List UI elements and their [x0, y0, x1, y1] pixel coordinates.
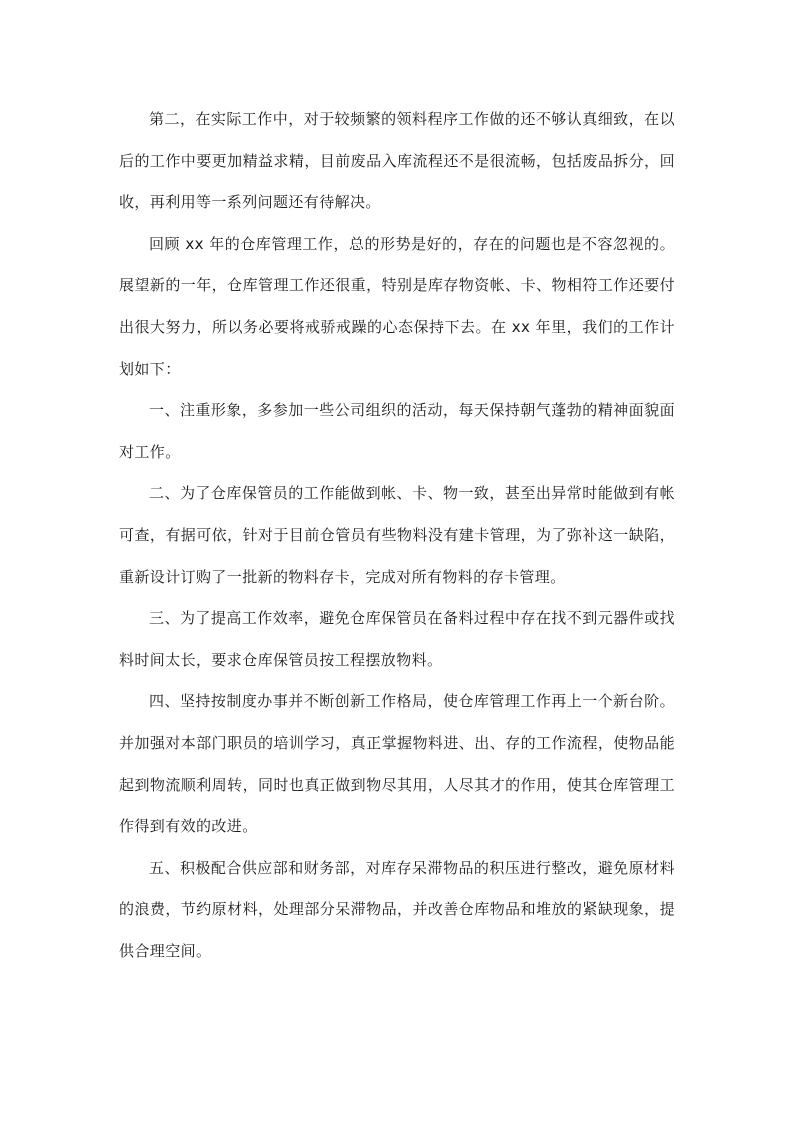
paragraph-plan-4: 四、坚持按制度办事并不断创新工作格局，使仓库管理工作再上一个新台阶。并加强对本部门职员的培训学习，真正掌握物料进、出、存的工作流程，使物品能起到物流顺利周转，同时也真正做到物尽其用，人尽其才的作用，使其仓库管理工作得到有效的改进。 [119, 692, 675, 836]
paragraph-plan-1: 一、注重形象，多参加一些公司组织的活动，每天保持朝气蓬勃的精神面貌面对工作。 [119, 401, 675, 461]
paragraph-plan-5: 五、积极配合供应部和财务部，对库存呆滞物品的积压进行整改，避免原材料的浪费，节约原材料，处理部分呆滞物品，并改善仓库物品和堆放的紧缺现象，提供合理空间。 [119, 858, 675, 960]
paragraph-review: 回顾 xx 年的仓库管理工作，总的形势是好的，存在的问题也是不容忽视的。展望新的一年，仓库管理工作还很重，特别是库存物资帐、卡、物相符工作还要付出很大努力，所以务必要将戒骄戒躁的心态保持下去。在 xx 年里，我们的工作计划如下： [119, 234, 675, 378]
document-body [119, 99, 675, 972]
paragraph-plan-3: 三、为了提高工作效率，避免仓库保管员在备料过程中存在找不到元器件或找料时间太长，要求仓库保管员按工程摆放物料。 [119, 609, 675, 669]
paragraph-plan-2: 二、为了仓库保管员的工作能做到帐、卡、物一致，甚至出异常时能做到有帐可查，有据可依，针对于目前仓管员有些物料没有建卡管理，为了弥补这一缺陷，重新设计订购了一批新的物料存卡，完成对所有物料的存卡管理。 [119, 484, 675, 586]
paragraph-issues: 第二，在实际工作中，对于较频繁的领料程序工作做的还不够认真细致，在以后的工作中要更加精益求精，目前废品入库流程还不是很流畅，包括废品拆分，回收，再利用等一系列问题还有待解决。 [119, 110, 675, 212]
